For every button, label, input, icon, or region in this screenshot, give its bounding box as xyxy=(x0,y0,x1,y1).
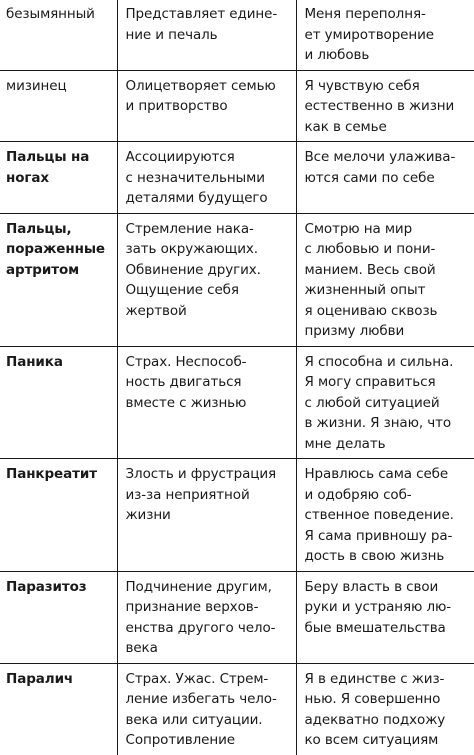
affirmation-cell xyxy=(296,70,474,142)
table-row xyxy=(0,459,474,572)
affirmation-cell xyxy=(296,142,474,214)
cause-cell xyxy=(117,142,296,214)
cause-cell xyxy=(117,459,296,572)
ailment-name: Паника xyxy=(6,353,63,370)
ailment-cell xyxy=(0,70,117,142)
ailment-cell xyxy=(0,213,117,346)
table-row xyxy=(0,571,474,663)
ailment-cell xyxy=(0,571,117,663)
ailment-name: Пальцы, пораженные артритом xyxy=(6,220,105,278)
ailment-cell xyxy=(0,663,117,755)
cause-cell xyxy=(117,663,296,755)
ailment-cell xyxy=(0,142,117,214)
ailment-cell xyxy=(0,459,117,572)
affirmation-text: Смотрю на мир с любовью и пони- манием. Весь свой жизненный опыт я оцениваю сквозь призму любви xyxy=(304,220,438,339)
affirmation-text: Я в единстве с жиз- нью. Я совершенно адекватно подхожу ко всем ситуациям xyxy=(304,670,446,748)
affirmation-text: Нравлюсь сама себе и одобряю соб- ственное поведение. Я сама привношу ра- дость в свою жизнь xyxy=(304,466,454,564)
cause-text: Злость и фрустрация из-за неприятной жизни xyxy=(125,466,277,523)
affirmation-cell xyxy=(296,213,474,346)
affirmation-cell xyxy=(296,571,474,663)
ailment-cell xyxy=(0,0,117,70)
affirmation-text: Меня переполня- ет умиротворение и любовь xyxy=(304,6,434,63)
ailment-name: безымянный xyxy=(6,6,95,22)
affirmation-cell xyxy=(296,663,474,755)
cause-text: Ассоциируются с незначительными деталями будущего xyxy=(125,149,268,206)
table-row xyxy=(0,0,474,70)
ailment-name: Пальцы на ногах xyxy=(6,149,90,186)
table-row xyxy=(0,346,474,459)
cause-text: Олицетворяет семью и притворство xyxy=(125,77,276,114)
cause-text: Представляет едине- ние и печаль xyxy=(125,6,278,43)
cause-cell xyxy=(117,0,296,70)
cause-cell xyxy=(117,70,296,142)
cause-text: Стремление нака- зать окружающих. Обвинение других. Ощущение себя жертвой xyxy=(125,220,261,319)
cause-text: Подчинение другим, признание верхов- енства другого чело- века xyxy=(125,578,276,656)
ailment-name: Панкреатит xyxy=(6,466,97,482)
table-row xyxy=(0,142,474,214)
table-row xyxy=(0,70,474,142)
cause-text: Страх. Ужас. Стрем- ление избегать чело- века или ситуации. Сопротивление xyxy=(125,670,277,748)
affirmation-text: Беру власть в свои руки и устраняю лю- бые вмешательства xyxy=(304,578,452,636)
ailment-cell xyxy=(0,346,117,459)
cause-cell xyxy=(117,213,296,346)
cause-text: Страх. Неспособ- ность двигаться вместе с жизнью xyxy=(125,353,247,411)
affirmation-cell xyxy=(296,0,474,70)
affirmation-cell xyxy=(296,459,474,572)
ailment-name: мизинец xyxy=(6,77,67,94)
table-row xyxy=(0,213,474,346)
affirmation-text: Я чувствую себя естественно в жизни как в семье xyxy=(304,77,455,135)
affirmation-text: Все мелочи улажива- ются сами по себе xyxy=(304,149,456,186)
cause-cell xyxy=(117,571,296,663)
affirmation-text: Я способна и сильна. Я могу справиться с любой ситуацией в жизни. Я знаю, что мне делать xyxy=(304,353,454,452)
ailment-name: Паралич xyxy=(6,670,74,687)
table-row xyxy=(0,663,474,755)
affirmation-cell xyxy=(296,346,474,459)
cause-cell xyxy=(117,346,296,459)
ailment-name: Паразитоз xyxy=(6,578,87,595)
